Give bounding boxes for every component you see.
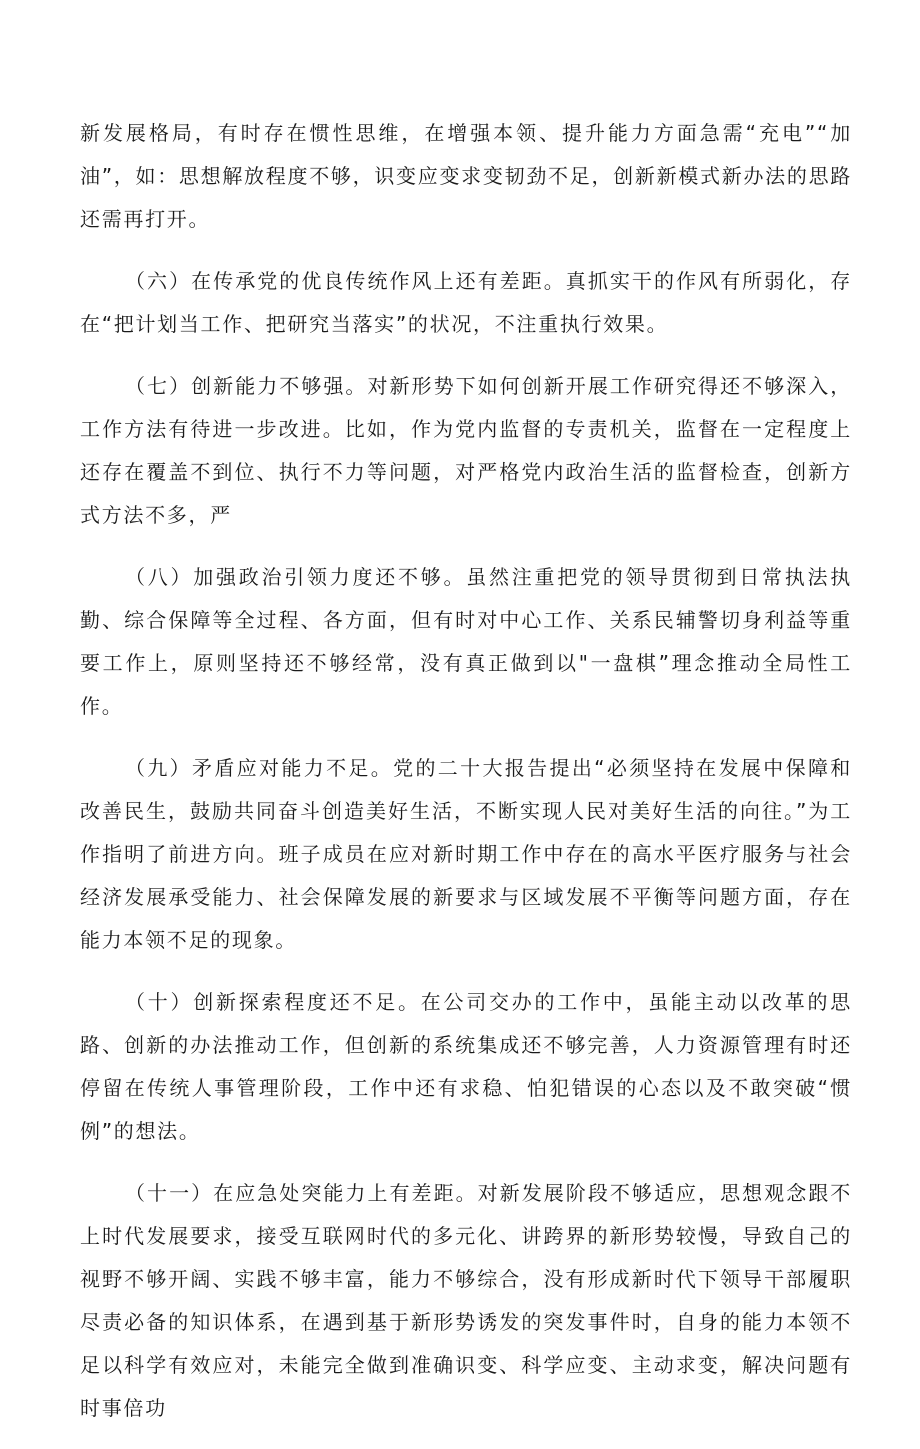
paragraph: （九）矛盾应对能力不足。党的二十大报告提出“必须坚持在发展中保障和改善民生，鼓励共同奋斗创造美好生活，不断实现人民对美好生活的向往。”为工作指明了前进方向。班子成员在应对新时期工作中存在的高水平医疗服务与社会经济发展承受能力、社会保障发展的新要求与区域发展不平衡等问题方面，存在能力本领不足的现象。	[80, 756, 852, 952]
paragraph: （八）加强政治引领力度还不够。虽然注重把党的领导贯彻到日常执法执勤、综合保障等全过程、各方面，但有时对中心工作、关系民辅警切身利益等重要工作上，原则坚持还不够经常，没有真正做到以"一盘棋”理念推动全局性工作。	[80, 565, 852, 718]
paragraph: （十）创新探索程度还不足。在公司交办的工作中，虽能主动以改革的思路、创新的办法推动工作，但创新的系统集成还不够完善，人力资源管理有时还停留在传统人事管理阶段，工作中还有求稳、怕犯错误的心态以及不敢突破“惯例”的想法。	[80, 990, 852, 1143]
paragraph: （六）在传承党的优良传统作风上还有差距。真抓实干的作风有所弱化，存在“把计划当工作、把研究当落实”的状况，不注重执行效果。	[80, 269, 852, 336]
document-body	[80, 112, 852, 1449]
paragraph: （七）创新能力不够强。对新形势下如何创新开展工作研究得还不够深入，工作方法有待进一步改进。比如，作为党内监督的专责机关，监督在一定程度上还存在覆盖不到位、执行不力等问题，对严格党内政治生活的监督检查，创新方式方法不多，严	[80, 374, 852, 527]
paragraph: 新发展格局，有时存在惯性思维，在增强本领、提升能力方面急需“充电”“加油”，如：思想解放程度不够，识变应变求变韧劲不足，创新新模式新办法的思路还需再打开。	[80, 121, 852, 231]
paragraph: （十一）在应急处突能力上有差距。对新发展阶段不够适应，思想观念跟不上时代发展要求，接受互联网时代的多元化、讲跨界的新形势较慢，导致自己的视野不够开阔、实践不够丰富，能力不够综合，没有形成新时代下领导干部履职尽责必备的知识体系，在遇到基于新形势诱发的突发事件时，自身的能力本领不足以科学有效应对，未能完全做到准确识变、科学应变、主动求变，解决问题有时事倍功	[80, 1181, 852, 1420]
